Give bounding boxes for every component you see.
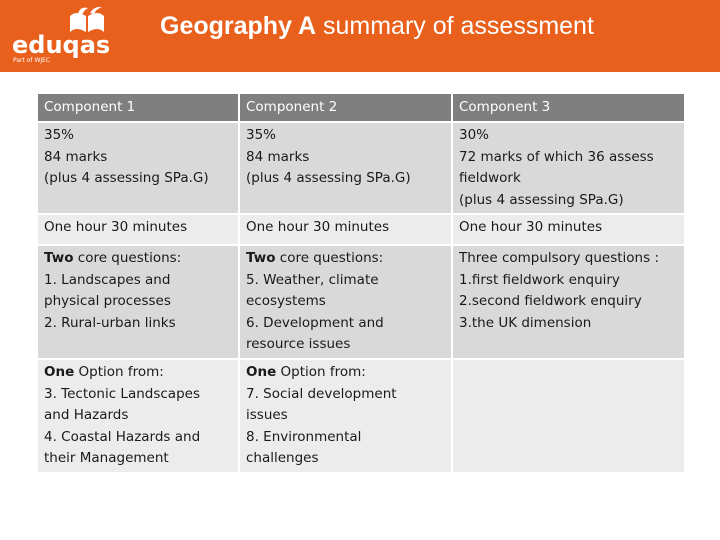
cell-line: Three compulsory questions : bbox=[459, 250, 659, 266]
cell-line: 3.the UK dimension bbox=[459, 314, 592, 331]
table-cell bbox=[37, 359, 239, 473]
table-cell-empty bbox=[452, 359, 685, 473]
cell-line: 72 marks of which 36 assess bbox=[459, 148, 654, 165]
assessment-table bbox=[36, 92, 686, 474]
cell-line: 35% bbox=[44, 127, 75, 143]
table-row-options bbox=[37, 359, 685, 473]
table-cell bbox=[452, 245, 685, 359]
emphasis-text: One bbox=[44, 364, 75, 380]
cell-line: and Hazards bbox=[44, 407, 129, 423]
table-cell bbox=[239, 359, 452, 473]
column-header: Component 2 bbox=[239, 93, 452, 122]
cell-line: (plus 4 assessing SPa.G) bbox=[44, 170, 209, 186]
logo-text: eduqas bbox=[12, 31, 111, 59]
emphasis-text: Two bbox=[44, 250, 74, 266]
column-header: Component 1 bbox=[37, 93, 239, 122]
table-cell: One hour 30 minutes bbox=[37, 214, 239, 245]
cell-line bbox=[44, 362, 232, 384]
table-cell bbox=[239, 122, 452, 214]
table-cell bbox=[452, 122, 685, 214]
cell-line: 35% bbox=[246, 127, 277, 143]
cell-line: 3. Tectonic Landscapes bbox=[44, 385, 200, 402]
cell-line: 8. Environmental bbox=[246, 428, 362, 445]
cell-text: Option from: bbox=[276, 364, 366, 380]
cell-line: physical processes bbox=[44, 293, 171, 309]
table-cell bbox=[37, 245, 239, 359]
cell-text: core questions: bbox=[73, 250, 182, 266]
cell-line: resource issues bbox=[246, 336, 351, 352]
cell-line: 2. Rural-urban links bbox=[44, 314, 176, 331]
cell-line bbox=[246, 248, 445, 270]
cell-line: 1.first fieldwork enquiry bbox=[459, 271, 620, 288]
cell-line: fieldwork bbox=[459, 170, 521, 186]
title-bold: Geography A bbox=[160, 12, 317, 40]
cell-line bbox=[44, 248, 232, 270]
cell-line: ecosystems bbox=[246, 293, 326, 309]
table-row-duration bbox=[37, 214, 685, 245]
page-title bbox=[160, 12, 700, 41]
cell-line: issues bbox=[246, 407, 288, 423]
cell-line bbox=[246, 362, 445, 384]
cell-line: their Management bbox=[44, 450, 169, 466]
cell-line: 7. Social development bbox=[246, 385, 397, 402]
cell-line: 30% bbox=[459, 127, 490, 143]
open-book-icon bbox=[66, 6, 108, 34]
emphasis-text: One bbox=[246, 364, 277, 380]
cell-line: 2.second fieldwork enquiry bbox=[459, 293, 642, 309]
table-row-weights bbox=[37, 122, 685, 214]
cell-line: 4. Coastal Hazards and bbox=[44, 428, 201, 445]
title-rest: summary of assessment bbox=[316, 12, 594, 40]
eduqas-logo bbox=[10, 6, 120, 66]
cell-line: 5. Weather, climate bbox=[246, 271, 379, 288]
table-header-row bbox=[37, 93, 685, 122]
column-header: Component 3 bbox=[452, 93, 685, 122]
table-row-core bbox=[37, 245, 685, 359]
cell-line: (plus 4 assessing SPa.G) bbox=[459, 191, 624, 208]
emphasis-text: Two bbox=[246, 250, 276, 266]
cell-text: Option from: bbox=[74, 364, 164, 380]
header-banner bbox=[0, 0, 720, 72]
cell-line: (plus 4 assessing SPa.G) bbox=[246, 170, 411, 186]
table-cell bbox=[37, 122, 239, 214]
cell-line: challenges bbox=[246, 450, 319, 466]
cell-line: 1. Landscapes and bbox=[44, 271, 171, 288]
cell-line: 6. Development and bbox=[246, 314, 384, 331]
cell-line: 84 marks bbox=[44, 148, 108, 165]
table-cell: One hour 30 minutes bbox=[239, 214, 452, 245]
cell-line: 84 marks bbox=[246, 148, 310, 165]
logo-subtext: Part of WJEC bbox=[13, 57, 51, 64]
cell-text: core questions: bbox=[275, 250, 384, 266]
table-cell: One hour 30 minutes bbox=[452, 214, 685, 245]
table-cell bbox=[239, 245, 452, 359]
